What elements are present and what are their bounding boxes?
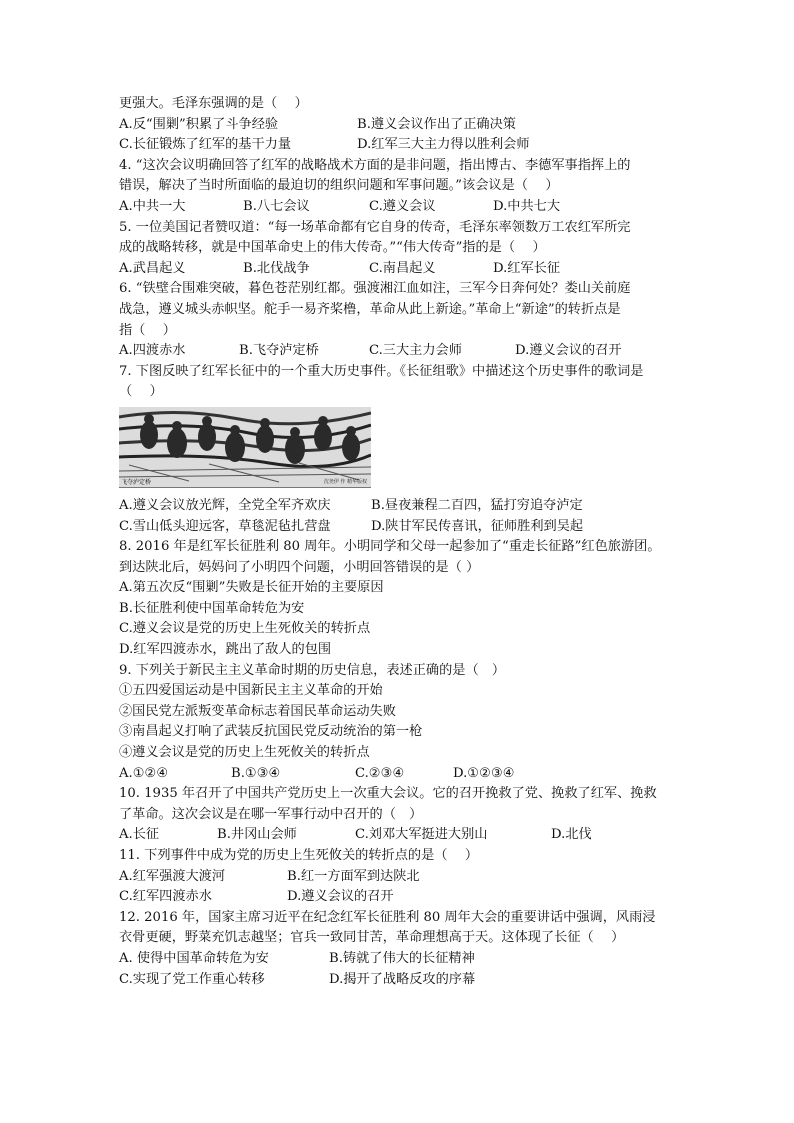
image-caption: 飞夺泸定桥 — [121, 478, 152, 486]
question-stem: 错误，解决了当时所面临的最迫切的组织问题和军事问题。”该会议是（ ） — [119, 178, 559, 194]
options-row — [119, 517, 679, 538]
question-stem: 5. 一位美国记者赞叹道：“每一场革命都有它自身的传奇，毛泽东率领数万工农红军所完 — [119, 219, 631, 235]
options-row — [119, 259, 679, 280]
option-b: B.铸就了伟大的长征精神 — [329, 950, 475, 966]
question-stem: 10. 1935 年召开了中国共产党历史上一次重大会议。它的召开挽救了党、挽救了红军、挽救 — [119, 786, 657, 802]
option-c: C.红军四渡赤水 — [119, 889, 212, 905]
question-stem: 战急，遵义城头赤帜坚。舵手一易齐桨橹，革命从此上新途。”革命上“新途”的转折点是 — [119, 301, 621, 317]
option-d: D.遵义会议的召开 — [515, 343, 622, 359]
options-row — [119, 887, 679, 908]
options-row — [119, 496, 679, 517]
option-b: B.红一方面军到达陕北 — [287, 868, 420, 884]
options-row — [119, 764, 679, 785]
option-a: A.中共一大 — [119, 198, 186, 214]
option-a: A.红军强渡大渡河 — [119, 868, 226, 884]
options-row — [119, 867, 679, 888]
option-a: A.①②④ — [119, 765, 169, 781]
options-row — [119, 825, 679, 846]
option-c: C.遵义会议是党的历史上生死攸关的转折点 — [119, 621, 371, 637]
question-11 — [119, 846, 679, 908]
question-stem: 12. 2016 年，国家主席习近平在纪念红军长征胜利 80 周年大会的重要讲话中强调，风雨浸 — [119, 909, 656, 925]
option-d: D.揭开了战略反攻的序幕 — [329, 971, 476, 987]
options-row — [119, 197, 679, 218]
option-a: A.遵义会议放光辉，全党全军齐欢庆 — [119, 497, 331, 513]
question-12 — [119, 908, 679, 990]
question-stem: 8. 2016 年是红军长征胜利 80 周年。小明同学和父母一起参加了“重走长征路”红色旅游团。 — [119, 539, 661, 555]
option-a: A.武昌起义 — [119, 260, 186, 276]
question-9 — [119, 661, 679, 785]
question-7 — [119, 362, 679, 537]
question-8 — [119, 537, 679, 661]
question-3-continuation — [119, 94, 679, 156]
statement-1: ①五四爱国运动是中国新民主主义革命的开始 — [119, 683, 383, 699]
question-stem: 7. 下图反映了红军长征中的一个重大历史事件。《长征组歌》中描述这个历史事件的歌词是 — [119, 363, 644, 379]
option-c: C.雪山低头迎远客，草毯泥毡扎营盘 — [119, 518, 331, 534]
option-a: A.长征 — [119, 827, 160, 843]
question-stem: 4. “这次会议明确回答了红军的战略战术方面的是非问题，指出博古、李德军事指挥上的 — [119, 157, 631, 173]
question-6 — [119, 279, 679, 361]
options-row — [119, 115, 679, 136]
options-row — [119, 341, 679, 362]
question-stem: 6. “铁壁合围难突破，暮色苍茫别红都。强渡湘江血如注，三军今日奔何处？娄山关前庭 — [119, 281, 631, 297]
option-c: C.长征锻炼了红军的基干力量 — [119, 137, 292, 153]
question-stem: 衣骨更硬，野菜充饥志越坚；官兵一致同甘苦，革命理想高于天。这体现了长征（ ） — [119, 930, 625, 946]
options-row — [119, 949, 679, 970]
soldiers-crossing-chains-image — [119, 407, 371, 487]
option-d: D.陕甘军民传喜讯，征师胜利到吴起 — [371, 518, 584, 534]
option-d: D.中共七大 — [493, 198, 561, 214]
question-stem: （ ） — [119, 384, 163, 400]
question-5 — [119, 218, 679, 280]
option-d: D.①②③④ — [453, 765, 515, 781]
image-credit: 沈尧伊 作 精华版权 — [323, 478, 367, 485]
option-b: B.飞夺泸定桥 — [239, 343, 319, 359]
question-stem: 更强大。毛泽东强调的是（ ） — [119, 96, 308, 111]
exam-page — [119, 94, 679, 990]
option-a: A.四渡赤水 — [119, 343, 186, 359]
option-b: B.井冈山会师 — [217, 827, 297, 843]
question-4 — [119, 156, 679, 218]
option-c: C.刘邓大军挺进大别山 — [355, 827, 488, 843]
question-stem: 指（ ） — [119, 322, 176, 338]
question-stem: 到达陕北后，妈妈问了小明四个问题，小明回答错误的是（ ） — [119, 559, 480, 575]
question-10 — [119, 784, 679, 846]
statement-4: ④遵义会议是党的历史上生死攸关的转折点 — [119, 745, 370, 761]
question-stem: 成的战略转移，就是中国革命史上的伟大传奇。”“伟大传奇”指的是（ ） — [119, 240, 546, 256]
option-a: A.反“围剿”积累了斗争经验 — [119, 116, 279, 132]
option-d: D.北伐 — [551, 827, 592, 843]
question-stem: 9. 下列关于新民主主义革命时期的历史信息，表述正确的是（ ） — [119, 662, 506, 678]
option-c: C.实现了党工作重心转移 — [119, 971, 265, 987]
option-c: C.南昌起义 — [369, 260, 436, 276]
option-b: B.昼夜兼程二百四，猛打穷追夺泸定 — [371, 497, 583, 513]
options-row — [119, 970, 679, 991]
option-a: A. 使得中国革命转危为安 — [119, 950, 269, 966]
option-b: B.八七会议 — [243, 198, 310, 214]
options-row — [119, 135, 679, 156]
statement-3: ③南昌起义打响了武装反抗国民党反动统治的第一枪 — [119, 724, 423, 740]
option-d: D.红军三大主力得以胜利会师 — [357, 137, 530, 153]
option-d: D.红军四渡赤水，跳出了敌人的包围 — [119, 642, 332, 658]
option-c: C.遵义会议 — [369, 198, 436, 214]
option-a: A.第五次反“围剿”失败是长征开始的主要原因 — [119, 580, 384, 596]
question-stem: 了革命。这次会议是在哪一军事行动中召开的（ ） — [119, 806, 423, 822]
woodcut-illustration — [119, 407, 371, 488]
option-c: C.②③④ — [355, 765, 405, 781]
option-d: D.遵义会议的召开 — [287, 889, 394, 905]
option-d: D.红军长征 — [493, 260, 561, 276]
question-stem: 11. 下列事件中成为党的历史上生死攸关的转折点的是（ ） — [119, 848, 479, 863]
option-c: C.三大主力会师 — [369, 343, 462, 359]
option-b: B.长征胜利使中国革命转危为安 — [119, 600, 305, 616]
option-b: B.北伐战争 — [243, 260, 310, 276]
statement-2: ②国民党左派叛变革命标志着国民革命运动失败 — [119, 703, 396, 719]
option-b: B.①③④ — [231, 765, 281, 781]
option-b: B.遵义会议作出了正确决策 — [357, 116, 516, 132]
